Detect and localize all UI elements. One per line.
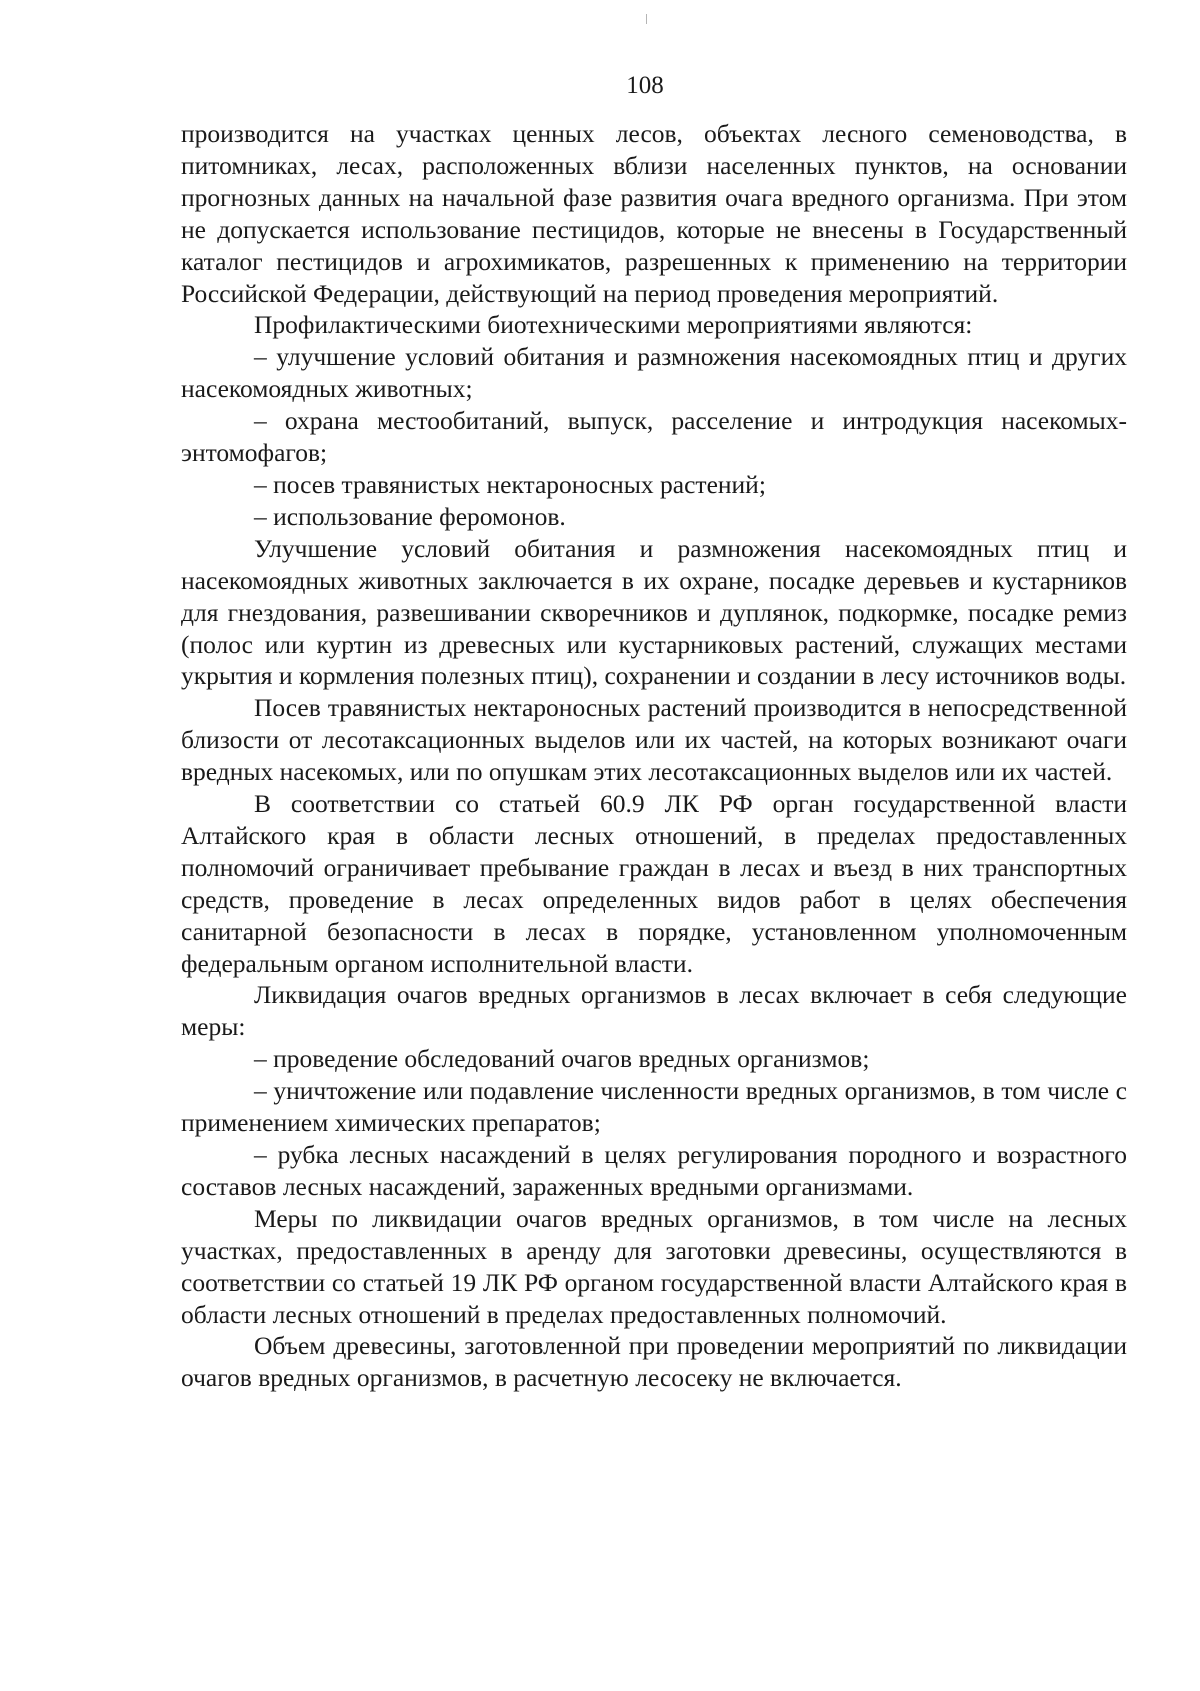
list-item: – использование феромонов.: [254, 501, 566, 531]
paragraph-continuation: производится на участках ценных лесов, объектах лесного семеноводства, в питомниках, лесах, расположенных вблизи населенных пунктов, на основании прогнозных данных на начальной фазе развития очага вредного организма. При этом не допускается использование пестицидов, которые не внесены в Государственный каталог пестицидов и агрохимикатов, разрешенных к применению на территории Российской Федерации, действующий на период проведения мероприятий.: [181, 119, 1127, 308]
list-item: – проведение обследований очагов вредных организмов;: [254, 1044, 870, 1074]
paragraph-volume: Объем древесины, заготовленной при проведении мероприятий по ликвидации очагов вредных организмов, в расчетную лесосеку не включается.: [181, 1331, 1127, 1393]
paragraph-biotech-intro: Профилактическими биотехническими мероприятиями являются:: [254, 310, 973, 340]
paragraph-habitat: Улучшение условий обитания и размножения насекомоядных птиц и насекомоядных животных заключается в их охране, посадке деревьев и кустарников для гнездования, развешивании скворечников и дуплянок, подкормке, посадке ремиз (полос или куртин из древесных или кустарниковых растений, служащих местами укрытия и кормления полезных птиц), сохранении и создании в лесу источников воды.: [181, 533, 1127, 691]
scan-mark: [646, 14, 647, 24]
list-item: – посев травянистых нектароносных растений;: [254, 469, 766, 499]
paragraph-liquidation-intro: Ликвидация очагов вредных организмов в лесах включает в себя следующие меры:: [181, 980, 1127, 1042]
list-item: – улучшение условий обитания и размножения насекомоядных птиц и других насекомоядных животных;: [181, 342, 1127, 404]
list-item: – уничтожение или подавление численности вредных организмов, в том числе с применением химических препаратов;: [181, 1076, 1127, 1138]
paragraph-sowing: Посев травянистых нектароносных растений производится в непосредственной близости от лесотаксационных выделов или их частей, на которых возникают очаги вредных насекомых, или по опушкам этих лесотаксационных выделов или их частей.: [181, 693, 1127, 787]
document-body: [181, 118, 1127, 1394]
paragraph-article-19: Меры по ликвидации очагов вредных организмов, в том числе на лесных участках, предоставленных в аренду для заготовки древесины, осуществляются в соответствии со статьей 19 ЛК РФ органом государственной власти Алтайского края в области лесных отношений в пределах предоставленных полномочий.: [181, 1203, 1127, 1329]
list-item: – рубка лесных насаждений в целях регулирования породного и возрастного составов лесных насаждений, зараженных вредными организмами.: [181, 1140, 1127, 1201]
page-number: 108: [626, 72, 664, 99]
list-item: – охрана местообитаний, выпуск, расселение и интродукция насекомых-энтомофагов;: [181, 406, 1127, 468]
paragraph-article-60-9: В соответствии со статьей 60.9 ЛК РФ орган государственной власти Алтайского края в области лесных отношений, в пределах предоставленных полномочий ограничивает пребывание граждан в лесах и въезд в них транспортных средств, проведение в лесах определенных видов работ в целях обеспечения санитарной безопасности в лесах в порядке, установленном уполномоченным федеральным органом исполнительной власти.: [181, 789, 1127, 978]
